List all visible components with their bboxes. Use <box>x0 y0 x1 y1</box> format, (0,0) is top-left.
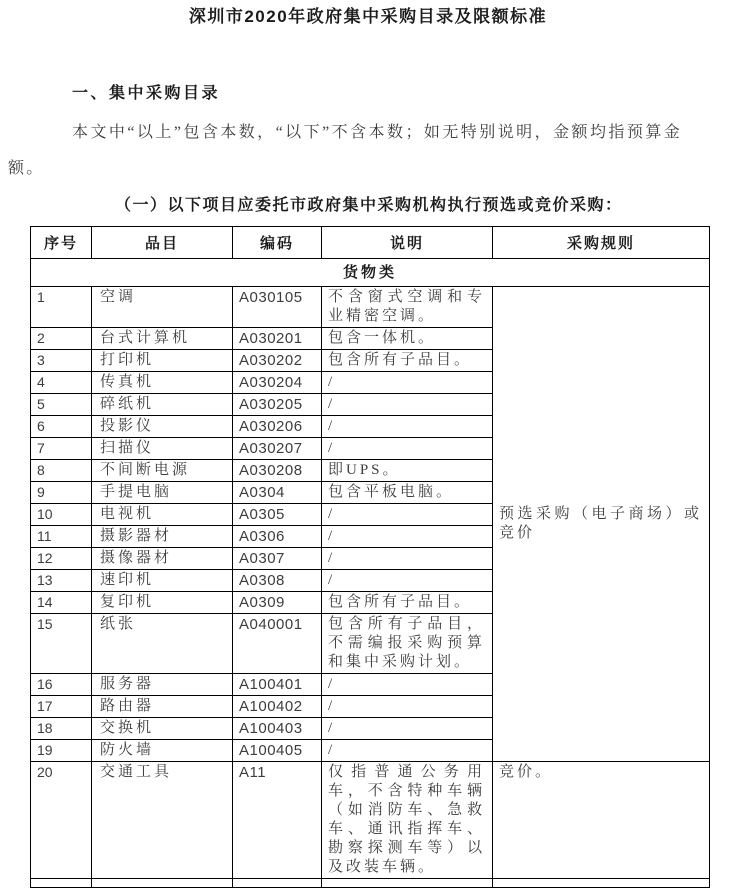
cell-code: A0306 <box>233 526 322 548</box>
header-cell-rule: 采购规则 <box>493 227 710 259</box>
cell-no: 8 <box>31 460 92 482</box>
table-row <box>31 762 710 879</box>
cell-item: 投影仪 <box>92 416 233 438</box>
cell-item: 摄影器材 <box>92 526 233 548</box>
cell-no: 3 <box>31 350 92 372</box>
cell-desc: / <box>322 548 493 570</box>
cell-desc: 不含窗式空调和专业精密空调。 <box>322 287 493 328</box>
cell-no: 9 <box>31 482 92 504</box>
cell-no: 18 <box>31 718 92 740</box>
header-cell-desc: 说明 <box>322 227 493 259</box>
cell-item: 空调 <box>92 287 233 328</box>
cell-desc: / <box>322 696 493 718</box>
cell-code: A030201 <box>233 328 322 350</box>
cell-item: 台式计算机 <box>92 328 233 350</box>
cell-no: 13 <box>31 570 92 592</box>
cell-no: 5 <box>31 394 92 416</box>
cell-code: A100402 <box>233 696 322 718</box>
cell-no: 11 <box>31 526 92 548</box>
cell-code: A0309 <box>233 592 322 614</box>
cell-item: 手提电脑 <box>92 482 233 504</box>
cell-item: 服务器 <box>92 674 233 696</box>
cell-desc: / <box>322 718 493 740</box>
cell-no: 16 <box>31 674 92 696</box>
partial-cell <box>233 879 322 888</box>
cell-rule: 竞价。 <box>493 762 710 879</box>
partial-cell <box>322 879 493 888</box>
cell-item: 交通工具 <box>92 762 233 879</box>
cell-item: 打印机 <box>92 350 233 372</box>
category-cell: 货物类 <box>31 259 710 287</box>
cell-code: A030206 <box>233 416 322 438</box>
cell-item: 扫描仪 <box>92 438 233 460</box>
cell-desc: 包含所有子品目。 <box>322 350 493 372</box>
cell-desc: 包含所有子品目，不需编报采购预算和集中采购计划。 <box>322 614 493 674</box>
cell-no: 1 <box>31 287 92 328</box>
cell-code: A0308 <box>233 570 322 592</box>
cell-desc: / <box>322 526 493 548</box>
cell-no: 10 <box>31 504 92 526</box>
table-row <box>31 287 710 328</box>
cell-code: A0307 <box>233 548 322 570</box>
cell-code: A100403 <box>233 718 322 740</box>
cell-no: 19 <box>31 740 92 762</box>
cell-desc: / <box>322 394 493 416</box>
cell-no: 12 <box>31 548 92 570</box>
cell-item: 摄像器材 <box>92 548 233 570</box>
table-header-row <box>31 227 710 259</box>
cell-item: 复印机 <box>92 592 233 614</box>
header-cell-item: 品目 <box>92 227 233 259</box>
partial-row <box>31 879 710 888</box>
partial-cell <box>31 879 92 888</box>
cell-no: 2 <box>31 328 92 350</box>
cell-code: A030208 <box>233 460 322 482</box>
cell-item: 防火墙 <box>92 740 233 762</box>
cell-desc: 即UPS。 <box>322 460 493 482</box>
cell-desc: / <box>322 740 493 762</box>
cell-desc: / <box>322 416 493 438</box>
cell-item: 交换机 <box>92 718 233 740</box>
cell-code: A040001 <box>233 614 322 674</box>
cell-item: 速印机 <box>92 570 233 592</box>
cell-desc: / <box>322 674 493 696</box>
cell-code: A030207 <box>233 438 322 460</box>
cell-item: 碎纸机 <box>92 394 233 416</box>
cell-item: 传真机 <box>92 372 233 394</box>
document-title: 深圳市2020年政府集中采购目录及限额标准 <box>188 7 548 26</box>
cell-code: A0304 <box>233 482 322 504</box>
header-cell-no: 序号 <box>31 227 92 259</box>
category-row <box>31 259 710 287</box>
cell-desc: / <box>322 570 493 592</box>
cell-code: A11 <box>233 762 322 879</box>
cell-no: 4 <box>31 372 92 394</box>
intro-paragraph: 本文中“以上”包含本数，“以下”不含本数；如无特别说明，金额均指预算金额。 <box>8 124 682 177</box>
cell-code: A100405 <box>233 740 322 762</box>
cell-desc: 包含一体机。 <box>322 328 493 350</box>
cell-desc: / <box>322 372 493 394</box>
section-heading: 一、集中采购目录 <box>72 85 221 102</box>
cell-item: 电视机 <box>92 504 233 526</box>
cell-code: A030204 <box>233 372 322 394</box>
cell-code: A100401 <box>233 674 322 696</box>
cell-item: 纸张 <box>92 614 233 674</box>
cell-code: A030202 <box>233 350 322 372</box>
subsection-heading: （一）以下项目应委托市政府集中采购机构执行预选或竞价采购： <box>115 197 623 214</box>
cell-no: 14 <box>31 592 92 614</box>
cell-no: 6 <box>31 416 92 438</box>
cell-code: A030105 <box>233 287 322 328</box>
cell-item: 不间断电源 <box>92 460 233 482</box>
cell-no: 17 <box>31 696 92 718</box>
cell-no: 15 <box>31 614 92 674</box>
cell-desc: 包含所有子品目。 <box>322 592 493 614</box>
partial-cell <box>493 879 710 888</box>
partial-cell <box>92 879 233 888</box>
cell-desc: 包含平板电脑。 <box>322 482 493 504</box>
cell-no: 20 <box>31 762 92 879</box>
cell-no: 7 <box>31 438 92 460</box>
cell-desc: / <box>322 438 493 460</box>
cell-code: A030205 <box>233 394 322 416</box>
cell-desc: / <box>322 504 493 526</box>
cell-item: 路由器 <box>92 696 233 718</box>
cell-shared-rule: 预选采购（电子商场）或竞价 <box>493 287 710 762</box>
procurement-table <box>30 226 710 888</box>
cell-desc: 仅指普通公务用车，不含特种车辆（如消防车、急救车、通讯指挥车、勘察探测车等）以及改装车辆。 <box>322 762 493 879</box>
table-body <box>31 259 710 888</box>
header-cell-code: 编码 <box>233 227 322 259</box>
document-page <box>0 6 736 888</box>
cell-code: A0305 <box>233 504 322 526</box>
